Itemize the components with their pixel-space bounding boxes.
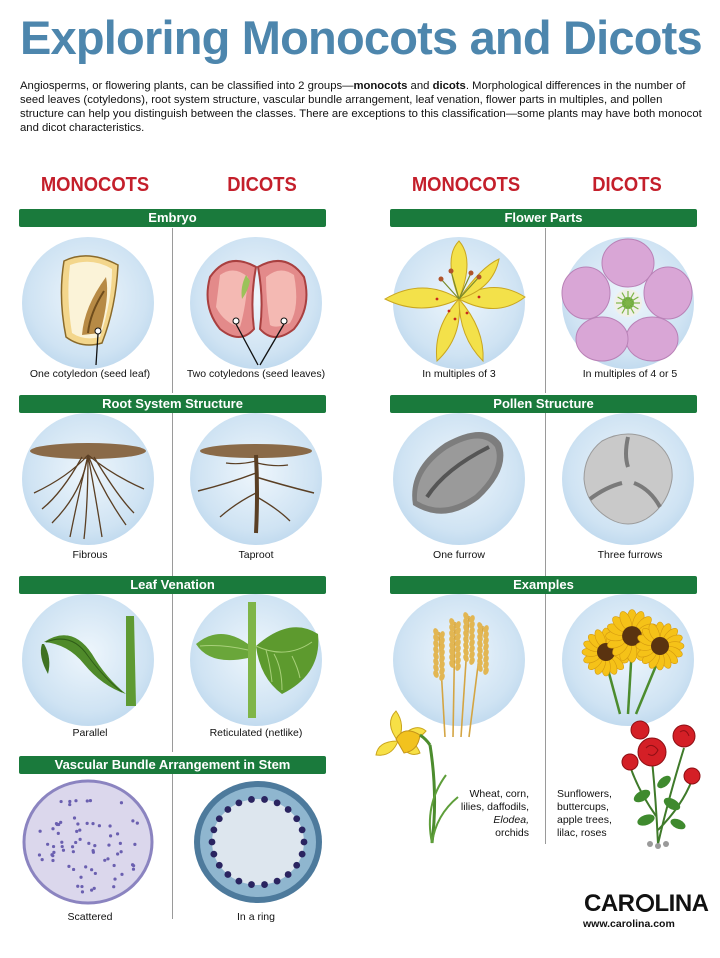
flower-dicot-caption: In multiples of 4 or 5 <box>582 368 678 380</box>
example-dicot-line: buttercups, <box>557 801 609 813</box>
section-bar-leaf: Leaf Venation <box>19 576 326 594</box>
vascular-monocot-caption: Scattered <box>67 911 113 923</box>
sunflower-icon <box>576 606 686 721</box>
examples-monocot-caption <box>441 788 529 840</box>
taproot-icon <box>190 413 322 545</box>
embryo-monocot-caption: One cotyledon (seed leaf) <box>29 368 151 380</box>
vascular-dicot-caption: In a ring <box>237 911 275 923</box>
section-bar-embryo: Embryo <box>19 209 326 227</box>
scattered-stem-icon <box>20 778 156 911</box>
flower-monocot-caption: In multiples of 3 <box>422 368 496 380</box>
example-dicot-line: apple trees, <box>557 814 612 826</box>
parallel-leaf-icon <box>22 594 154 726</box>
section-bar-roots: Root System Structure <box>19 395 326 413</box>
divider <box>172 774 173 919</box>
intro-paragraph: Angiosperms, or flowering plants, can be classified into 2 groups—monocots and dicots. Morphological differences in the number of seed leaves (cotyledons), root system structure, vascular bundle arrangement, leaf venation, flower parts in multiples, and pollen structure can help you distinguish between the classes. There are exceptions to this classification—some plants may have both monocot and dicot characteristics. <box>20 80 702 134</box>
embryo-dicot-caption: Two cotyledons (seed leaves) <box>186 368 326 380</box>
pollen-dicot-caption: Three furrows <box>597 549 663 561</box>
example-monocot-line: Wheat, corn, <box>469 788 529 800</box>
fibrous-root-icon <box>22 413 154 545</box>
monocot-seed-icon <box>22 237 154 369</box>
divider <box>545 594 546 844</box>
example-monocot-line: Elodea, <box>493 814 529 826</box>
section-bar-pollen: Pollen Structure <box>390 395 697 413</box>
pollen-monocot-caption: One furrow <box>433 549 485 561</box>
one-furrow-pollen-icon <box>393 413 525 545</box>
pink-flower-icon <box>562 237 694 369</box>
dicot-seed-icon <box>190 237 322 369</box>
section-bar-flower: Flower Parts <box>390 209 697 227</box>
three-furrow-pollen-icon <box>562 413 694 545</box>
carolina-logo: CAR LINA <box>584 890 709 917</box>
section-bar-vascular: Vascular Bundle Arrangement in Stem <box>19 756 326 774</box>
section-bar-examples: Examples <box>390 576 697 594</box>
example-monocot-line: orchids <box>495 827 529 839</box>
leaf-dicot-caption: Reticulated (netlike) <box>209 727 303 739</box>
netlike-leaf-icon <box>190 594 322 726</box>
ring-stem-icon <box>190 778 326 913</box>
left-dicots-header: DICOTS <box>227 174 297 196</box>
roots-dicot-caption: Taproot <box>238 549 274 561</box>
lily-flower-icon <box>393 237 525 369</box>
examples-dicot-caption <box>557 788 637 840</box>
example-dicot-line: lilac, roses <box>557 827 607 839</box>
carolina-url: www.carolina.com <box>583 918 675 930</box>
leaf-monocot-caption: Parallel <box>72 727 108 739</box>
right-monocots-header: MONOCOTS <box>411 174 521 196</box>
logo-o-icon <box>636 894 654 912</box>
example-monocot-line: lilies, daffodils, <box>460 801 529 813</box>
roots-monocot-caption: Fibrous <box>72 549 108 561</box>
page-title: Exploring Monocots and Dicots <box>20 11 702 64</box>
right-dicots-header: DICOTS <box>592 174 662 196</box>
example-dicot-line: Sunflowers, <box>557 788 612 800</box>
left-monocots-header: MONOCOTS <box>40 174 150 196</box>
